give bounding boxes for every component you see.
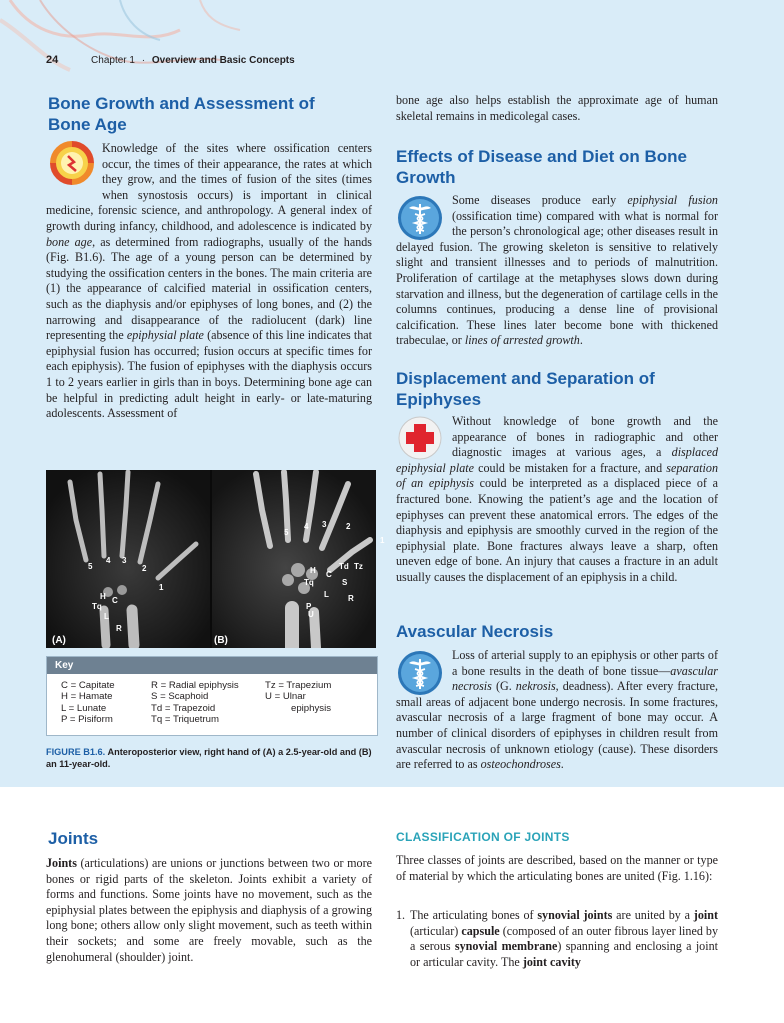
mark: 3	[322, 520, 327, 529]
mark: C	[112, 596, 118, 605]
heading-line: Avascular Necrosis	[396, 622, 554, 641]
key-column-1	[61, 680, 115, 726]
key-entry: R = Radial epiphysis	[151, 680, 239, 691]
list-number: 1.	[396, 908, 406, 922]
heading-effects	[396, 146, 687, 188]
mark: Tq	[92, 602, 102, 611]
mark: 5	[284, 528, 289, 537]
figure-caption	[46, 746, 376, 770]
mark: Tz	[354, 562, 363, 571]
heading-displacement	[396, 368, 655, 410]
radiograph-panel-b	[212, 470, 385, 648]
classification-item-1: 1. The articulating bones of synovial joints are united by a joint (articular) capsule (composed of an outer fibrous layer lined by a serous synovial membrane) spanning and enclosing a joint or articular cavity. The joint cavity	[396, 908, 718, 969]
heading-line: Displacement and Separation of	[396, 369, 655, 388]
key-entry: Tz = Trapezium	[265, 680, 332, 691]
radiograph-panel-a	[46, 470, 210, 648]
mark: 1	[380, 536, 385, 545]
key-column-2	[151, 680, 239, 726]
key-entry: epiphysis	[291, 702, 331, 714]
mark: 3	[122, 556, 127, 565]
figure-b1-6-radiographs	[46, 470, 385, 648]
mark: 5	[88, 562, 93, 571]
displacement-body: Without knowledge of bone growth and the appearance of bones in radiographic and other diagnostic images at various ages, a displaced epiphysial plate could be mistaken for a fracture, and separation of an epiphysis could be interpreted as a displaced piece of a fractured bone. Knowing the patient’s age and the location of epiphyses can prevent these anatomical errors. The edges of the diaphysis and epiphysis are smoothly curved in the region of the epiphysial plate. Bone fractures always leave a sharp, often uneven edge of bone. An injury that causes a fracture in an adult usually causes the displacement of an epiphysis in a child.	[396, 414, 718, 584]
key-entry: C = Capitate	[61, 680, 115, 691]
mark: S	[342, 578, 348, 587]
heading-avascular	[396, 621, 553, 642]
key-entry: Td = Trapezoid	[151, 702, 216, 714]
key-entry: L = Lunate	[61, 702, 107, 714]
mark: H	[310, 566, 316, 575]
panel-label-b: (B)	[214, 635, 228, 646]
page-number: 24	[46, 54, 59, 66]
mark: P	[306, 602, 312, 611]
mark: C	[326, 570, 332, 579]
key-title: Key	[47, 657, 377, 674]
section-label: Overview and Basic Concepts	[151, 55, 295, 66]
bone-growth-body: Knowledge of the sites where ossification centers occur, the times of their appearance, the rates at which they grow, and the times of fusion of the sites (times when synostosis occurs) is important in clinical medicine, forensic science, and anthropology. A general index of growth during infancy, childhood, and adolescence is indicated by bone age, as determined from radiographs, usually of the hands (Fig. B1.6). The age of a young person can be determined by studying the ossification centers in the bones. The main criteria are (1) the appearance of calcified material in ossification centers, such as the diaphysis and/or epiphyses of long bones, and (2) the narrowing and disappearance of the radiolucent (dark) line representing the epiphysial plate (absence of this line indicates that epiphysial fusion has occurred; fusion occurs at specific times for each epiphysis). The fusion of epiphyses with the diaphysis occurs 1 to 2 years earlier in girls than in boys. Determining bone age can be helpful in predicting adult height in early- or late-maturing adolescents. Assessment of	[46, 141, 373, 421]
header-separator: ·	[141, 55, 146, 66]
key-entry: P = Pisiform	[61, 714, 113, 726]
anatomy-decoration	[0, 0, 250, 90]
heading-line: Bone Age	[48, 115, 127, 134]
mark: R	[116, 624, 122, 633]
mark: H	[100, 592, 106, 601]
key-entry: S = Scaphoid	[151, 691, 209, 703]
heading-joints	[48, 828, 98, 849]
key-entry: U = Ulnar	[265, 691, 306, 703]
mark: 2	[346, 522, 351, 531]
classification-intro: Three classes of joints are described, based on the manner or type of material by which the articulating bones are united (Fig. 1.16):	[396, 853, 718, 883]
mark: L	[104, 612, 109, 621]
running-header	[46, 54, 295, 66]
effects-body: Some diseases produce early epiphysial fusion (ossification time) compared with what is normal for the person’s chronological age; other diseases result in delayed fusion. The growing skeleton is sensitive to relatively slight and transient illnesses and to periods of malnutrition. Proliferation of cartilage at the metaphyses slows down during starvation and illness, but the degeneration of cartilage cells in the columns continues, producing a dense line of provisional calcification. These lines later become bone with thickened trabeculae, or lines of arrested growth.	[396, 193, 718, 348]
caption-text: Anteroposterior view, right hand of (A) a 2.5-year-old and (B) an 11-year-old.	[46, 747, 372, 769]
hand-xray-b	[212, 470, 376, 648]
hand-xray-a	[46, 470, 210, 648]
caption-label: FIGURE B1.6.	[46, 747, 106, 757]
mark: U	[308, 610, 314, 619]
mark: 4	[106, 556, 111, 565]
bone-growth-continued: bone age also helps establish the approximate age of human skeletal remains in medicolegal cases.	[396, 93, 718, 123]
heading-line: Growth	[396, 168, 456, 187]
chapter-label: Chapter 1	[91, 55, 135, 66]
joints-body: Joints (articulations) are unions or junctions between two or more bones or rigid parts of the skeleton. Joints exhibit a variety of forms and functions. Some joints have no movement, such as the epiphysial plates between the epiphysis and diaphysis of a growing long bone; others allow only slight movement, such as teeth within their sockets; and some are freely movable, such as the glenohumeral (shoulder) joint.	[46, 856, 372, 964]
avascular-body: Loss of arterial supply to an epiphysis or other parts of a bone results in the death of bone tissue—avascular necrosis (G. nekrosis, deadness). After every fracture, small areas of adjacent bone undergo necrosis. In some fractures, avascular necrosis of a large fragment of bone may occur. A number of clinical disorders of epiphyses in children result from avascular necrosis of unknown etiology (cause). These disorders are referred to as osteochondroses.	[396, 648, 718, 772]
heading-classification: CLASSIFICATION OF JOINTS	[396, 830, 570, 844]
mark: 1	[159, 583, 164, 592]
mark: 4	[304, 522, 309, 531]
mark: L	[324, 590, 329, 599]
heading-line: Epiphyses	[396, 390, 482, 409]
mark: R	[348, 594, 354, 603]
mark: Tq	[304, 578, 314, 587]
heading-bone-growth	[48, 93, 315, 135]
heading-line: Bone Growth and Assessment of	[48, 94, 315, 113]
figure-key	[46, 656, 378, 736]
key-entry: H = Hamate	[61, 691, 113, 703]
mark: Td	[339, 562, 349, 571]
heading-line: Effects of Disease and Diet on Bone	[396, 147, 687, 166]
key-column-3	[265, 680, 331, 714]
mark: 2	[142, 564, 147, 573]
panel-label-a: (A)	[52, 635, 66, 646]
heading-line: Joints	[48, 829, 99, 848]
key-entry: Tq = Triquetrum	[151, 714, 219, 726]
